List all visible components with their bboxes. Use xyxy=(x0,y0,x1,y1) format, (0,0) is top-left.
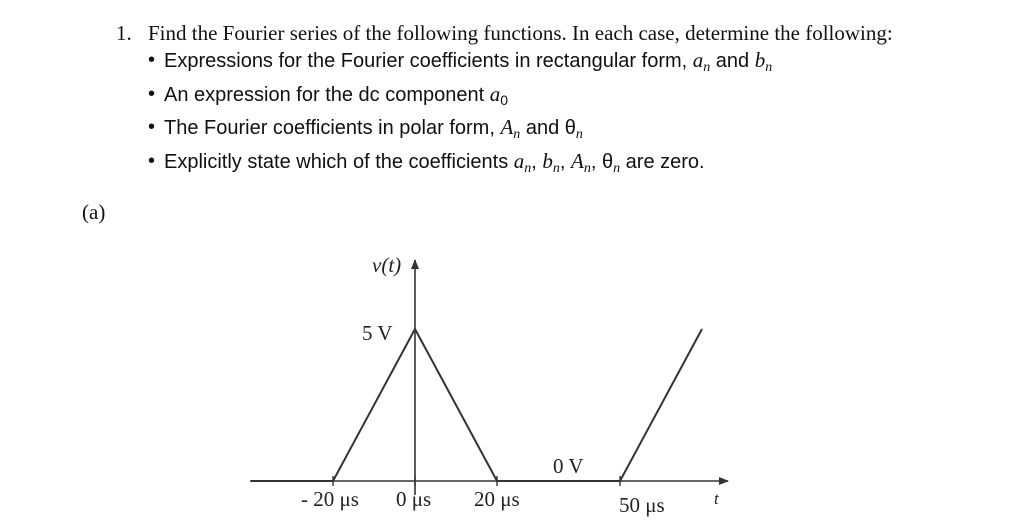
item-text: Expressions for the Fourier coefficients in rectangular form, xyxy=(164,50,693,72)
problem-intro: Find the Fourier series of the following functions. In each case, determine the following: xyxy=(148,21,893,45)
y-axis-label: v(t) xyxy=(372,253,402,277)
peak-label: 5 V xyxy=(362,321,393,345)
bullet-icon: • xyxy=(148,150,156,172)
symbol: a xyxy=(489,82,501,106)
x-tick-label: 20 μs xyxy=(474,487,520,511)
item-text: are zero. xyxy=(620,151,705,173)
symbol: a xyxy=(513,149,525,173)
item-text: The Fourier coefficients in polar form, xyxy=(164,117,501,139)
zero-label: 0 V xyxy=(553,454,584,478)
subscript: n xyxy=(583,161,591,176)
x-axis-label: t xyxy=(714,489,719,508)
subscript: n xyxy=(575,127,583,142)
x-tick-label: 0 μs xyxy=(396,487,432,511)
subscript: n xyxy=(703,60,711,75)
symbol: a xyxy=(692,48,704,72)
subscript: n xyxy=(765,60,773,75)
subscript: n xyxy=(552,161,560,176)
waveform-line xyxy=(251,329,702,481)
bullet-icon: • xyxy=(148,83,156,105)
subscript: 0 xyxy=(500,92,509,108)
symbol: b xyxy=(754,48,766,72)
separator: , xyxy=(531,151,543,173)
symbol: b xyxy=(542,149,553,173)
x-tick-label: - 20 μs xyxy=(301,487,359,511)
x-tick-label: 50 μs xyxy=(619,493,665,517)
symbol: A xyxy=(571,149,584,173)
problem-number: 1. xyxy=(116,21,132,45)
item-text: and xyxy=(710,50,755,72)
item-text: Explicitly state which of the coefficients xyxy=(164,151,514,173)
symbol: θ xyxy=(602,151,614,173)
subscript: n xyxy=(613,161,621,176)
item-text: An expression for the dc component xyxy=(164,84,490,106)
symbol: A xyxy=(500,115,514,139)
bullet-icon: • xyxy=(148,49,156,71)
bullet-icon: • xyxy=(148,116,156,138)
symbol: θ xyxy=(564,117,576,139)
item-text: and xyxy=(520,117,565,139)
separator: , xyxy=(590,151,602,173)
subscript: n xyxy=(524,161,532,176)
part-label: (a) xyxy=(82,200,106,224)
separator: , xyxy=(559,151,572,173)
subscript: n xyxy=(513,127,521,142)
